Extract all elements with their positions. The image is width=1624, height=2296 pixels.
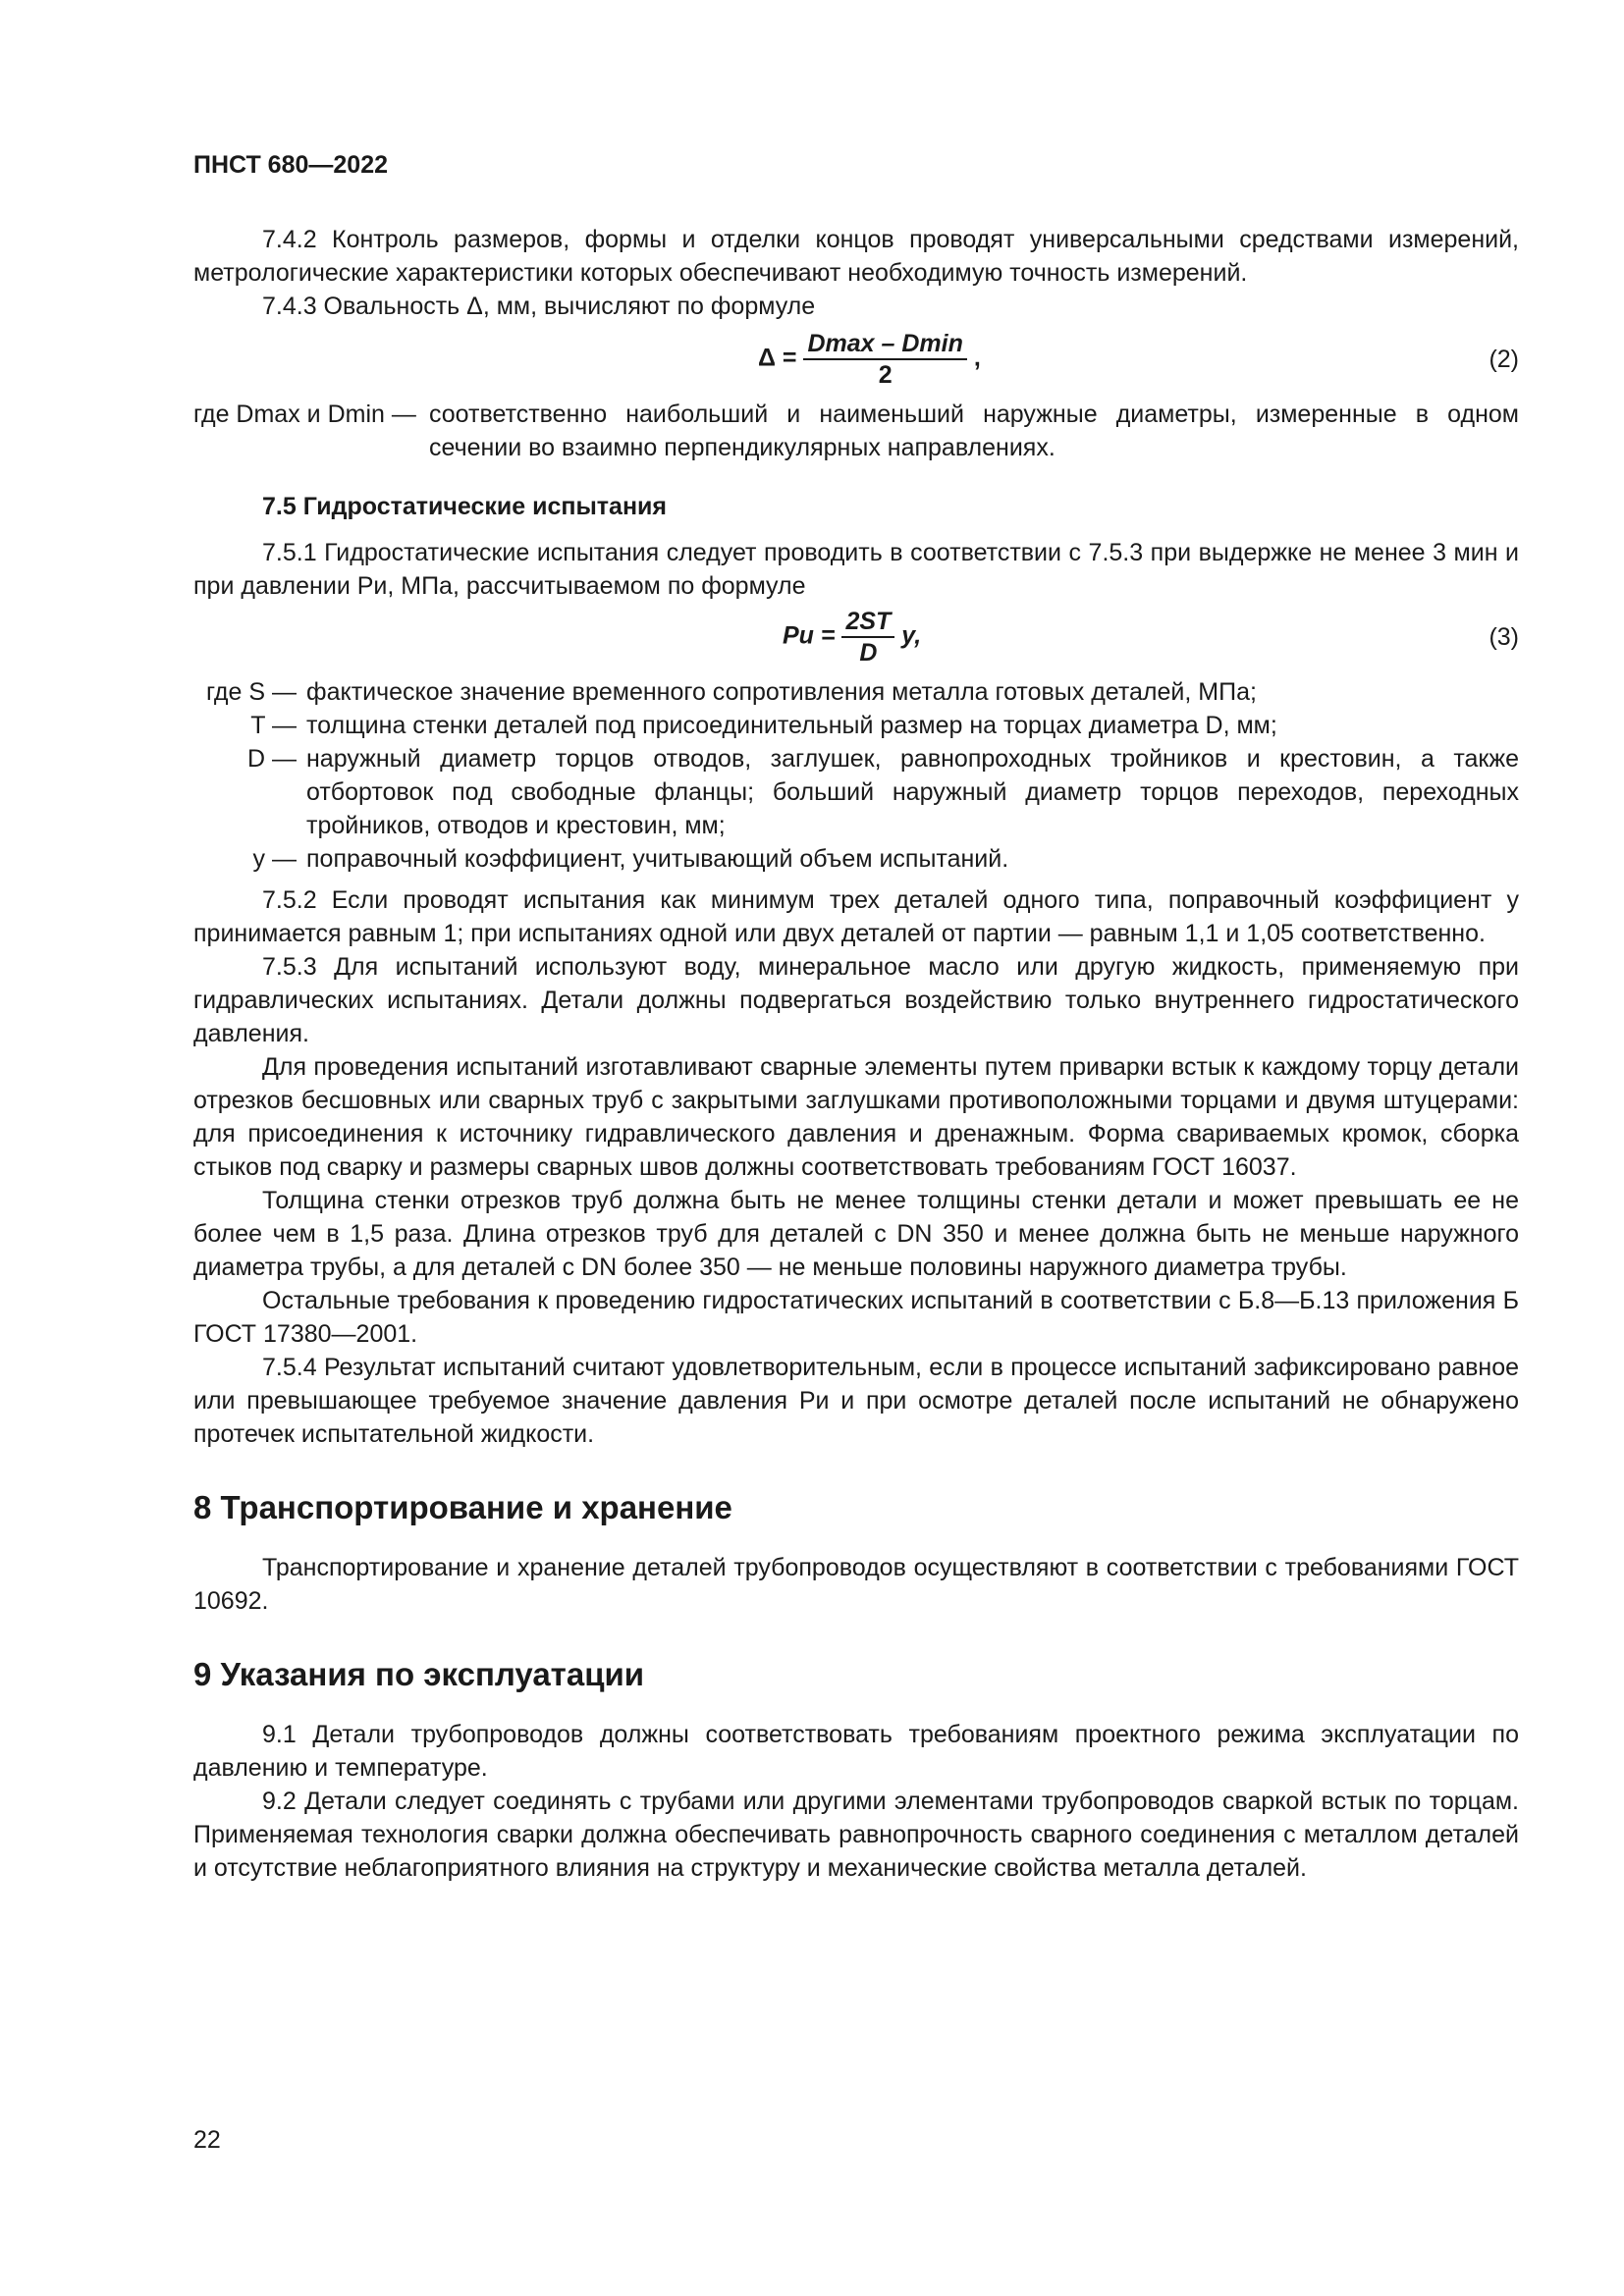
formula-2-where-text: соответственно наибольший и наименьший наружные диаметры, измеренные в одном сечении во взаимно перпендикулярных направлениях. bbox=[429, 400, 1519, 461]
formula-3-tail: y, bbox=[901, 621, 922, 650]
paragraph-7-5-2: 7.5.2 Если проводят испытания как минимум трех деталей одного типа, поправочный коэффициент y принимается равным 1; при испытаниях одной или двух деталей от партии — равным 1,1 и 1,05 соответственно. bbox=[193, 886, 1519, 947]
formula-2-denominator: 2 bbox=[878, 361, 893, 389]
formula-2-fraction bbox=[803, 329, 966, 390]
formula-2-where bbox=[193, 398, 1519, 464]
where-item-label: y — bbox=[252, 845, 297, 873]
formula-3 bbox=[193, 607, 1519, 675]
formula-3-numerator: 2ST bbox=[841, 607, 894, 638]
section-8-title: 8 Транспортирование и хранение bbox=[193, 1489, 732, 1525]
page-number: 22 bbox=[193, 2126, 221, 2154]
paragraph-9-1: 9.1 Детали трубопроводов должны соответствовать требованиям проектного режима эксплуатации по давлению и температуре. bbox=[193, 1721, 1519, 1782]
page-content bbox=[193, 223, 1519, 1885]
formula-3-where-list bbox=[193, 675, 1519, 876]
document-page bbox=[193, 0, 1519, 2296]
where-item-text: толщина стенки деталей под присоединительный размер на торцах диаметра D, мм; bbox=[306, 712, 1277, 739]
where-item-text: наружный диаметр торцов отводов, заглушек, равнопроходных тройников и крестовин, а также отбортовок под свободные фланцы; больший наружный диаметр торцов переходов, переходных тройников, отводов и крестовин, мм; bbox=[306, 745, 1519, 839]
formula-3-lhs: Pи = bbox=[783, 621, 836, 650]
document-code-header: ПНСТ 680—2022 bbox=[193, 151, 388, 179]
paragraph-7-5-3-b: Для проведения испытаний изготавливают сварные элементы путем приварки встык к каждому торцу детали отрезков бесшовных или сварных труб с закрытыми заглушками противоположными торцами и двумя штуцерами: для присоединения к источнику гидравлического давления и дренажным. Форма свариваемых кромок, сборка стыков под сварку и размеры сварных швов должны соответствовать требованиям ГОСТ 16037. bbox=[193, 1053, 1519, 1181]
where-item-text: фактическое значение временного сопротивления металла готовых деталей, МПа; bbox=[306, 678, 1257, 706]
formula-2-where-label: где Dmax и Dmin — bbox=[193, 400, 416, 428]
where-item-label: T — bbox=[250, 712, 297, 739]
formula-3-denominator: D bbox=[859, 639, 878, 667]
formula-2-number: (2) bbox=[1489, 346, 1519, 373]
where-item-label: D — bbox=[247, 745, 297, 773]
formula-2-tail: , bbox=[973, 344, 981, 372]
where-item-y bbox=[193, 842, 1519, 876]
section-9-title: 9 Указания по эксплуатации bbox=[193, 1656, 645, 1692]
paragraph-7-5-3-c: Толщина стенки отрезков труб должна быть не менее толщины стенки детали и может превышать ее не более чем в 1,5 раза. Длина отрезков труб для деталей с DN 350 и менее должна быть не меньше наружного диаметра трубы, а для деталей с DN более 350 — не меньше половины наружного диаметра трубы. bbox=[193, 1187, 1519, 1281]
paragraph-8: Транспортирование и хранение деталей трубопроводов осуществляют в соответствии с требованиями ГОСТ 10692. bbox=[193, 1554, 1519, 1615]
where-item-label: где S — bbox=[205, 678, 297, 706]
where-item-t bbox=[193, 709, 1519, 742]
where-item-d bbox=[193, 742, 1519, 842]
paragraph-7-5-3: 7.5.3 Для испытаний используют воду, минеральное масло или другую жидкость, применяемую при гидравлических испытаниях. Детали должны подвергаться воздействию только внутреннего гидростатического давления. bbox=[193, 953, 1519, 1047]
where-item-text: поправочный коэффициент, учитывающий объем испытаний. bbox=[306, 845, 1009, 873]
formula-2-numerator: Dmax – Dmin bbox=[803, 329, 966, 360]
formula-3-number: (3) bbox=[1489, 623, 1519, 651]
where-item-s bbox=[193, 675, 1519, 709]
formula-2 bbox=[193, 329, 1519, 398]
formula-3-fraction bbox=[841, 607, 894, 667]
formula-2-lhs: Δ = bbox=[758, 344, 797, 372]
section-7-5-title: 7.5 Гидростатические испытания bbox=[262, 493, 668, 520]
paragraph-7-5-3-d: Остальные требования к проведению гидростатических испытаний в соответствии с Б.8—Б.13 приложения Б ГОСТ 17380—2001. bbox=[193, 1287, 1519, 1348]
paragraph-9-2: 9.2 Детали следует соединять с трубами или другими элементами трубопроводов сваркой встык по торцам. Применяемая технология сварки должна обеспечивать равнопрочность сварного соединения с металлом деталей и отсутствие неблагоприятного влияния на структуру и механические свойства металла деталей. bbox=[193, 1788, 1519, 1882]
paragraph-7-5-4: 7.5.4 Результат испытаний считают удовлетворительным, если в процессе испытаний зафиксировано равное или превышающее требуемое значение давления Pи и при осмотре деталей после испытаний не обнаружено протечек испытательной жидкости. bbox=[193, 1354, 1519, 1448]
paragraph-7-4-2: 7.4.2 Контроль размеров, формы и отделки концов проводят универсальными средствами измерений, метрологические характеристики которых обеспечивают необходимую точность измерений. bbox=[193, 226, 1519, 287]
paragraph-7-4-3: 7.4.3 Овальность Δ, мм, вычисляют по формуле bbox=[262, 293, 816, 320]
paragraph-7-5-1: 7.5.1 Гидростатические испытания следует проводить в соответствии с 7.5.3 при выдержке не менее 3 мин и при давлении Pи, МПа, рассчитываемом по формуле bbox=[193, 539, 1519, 600]
